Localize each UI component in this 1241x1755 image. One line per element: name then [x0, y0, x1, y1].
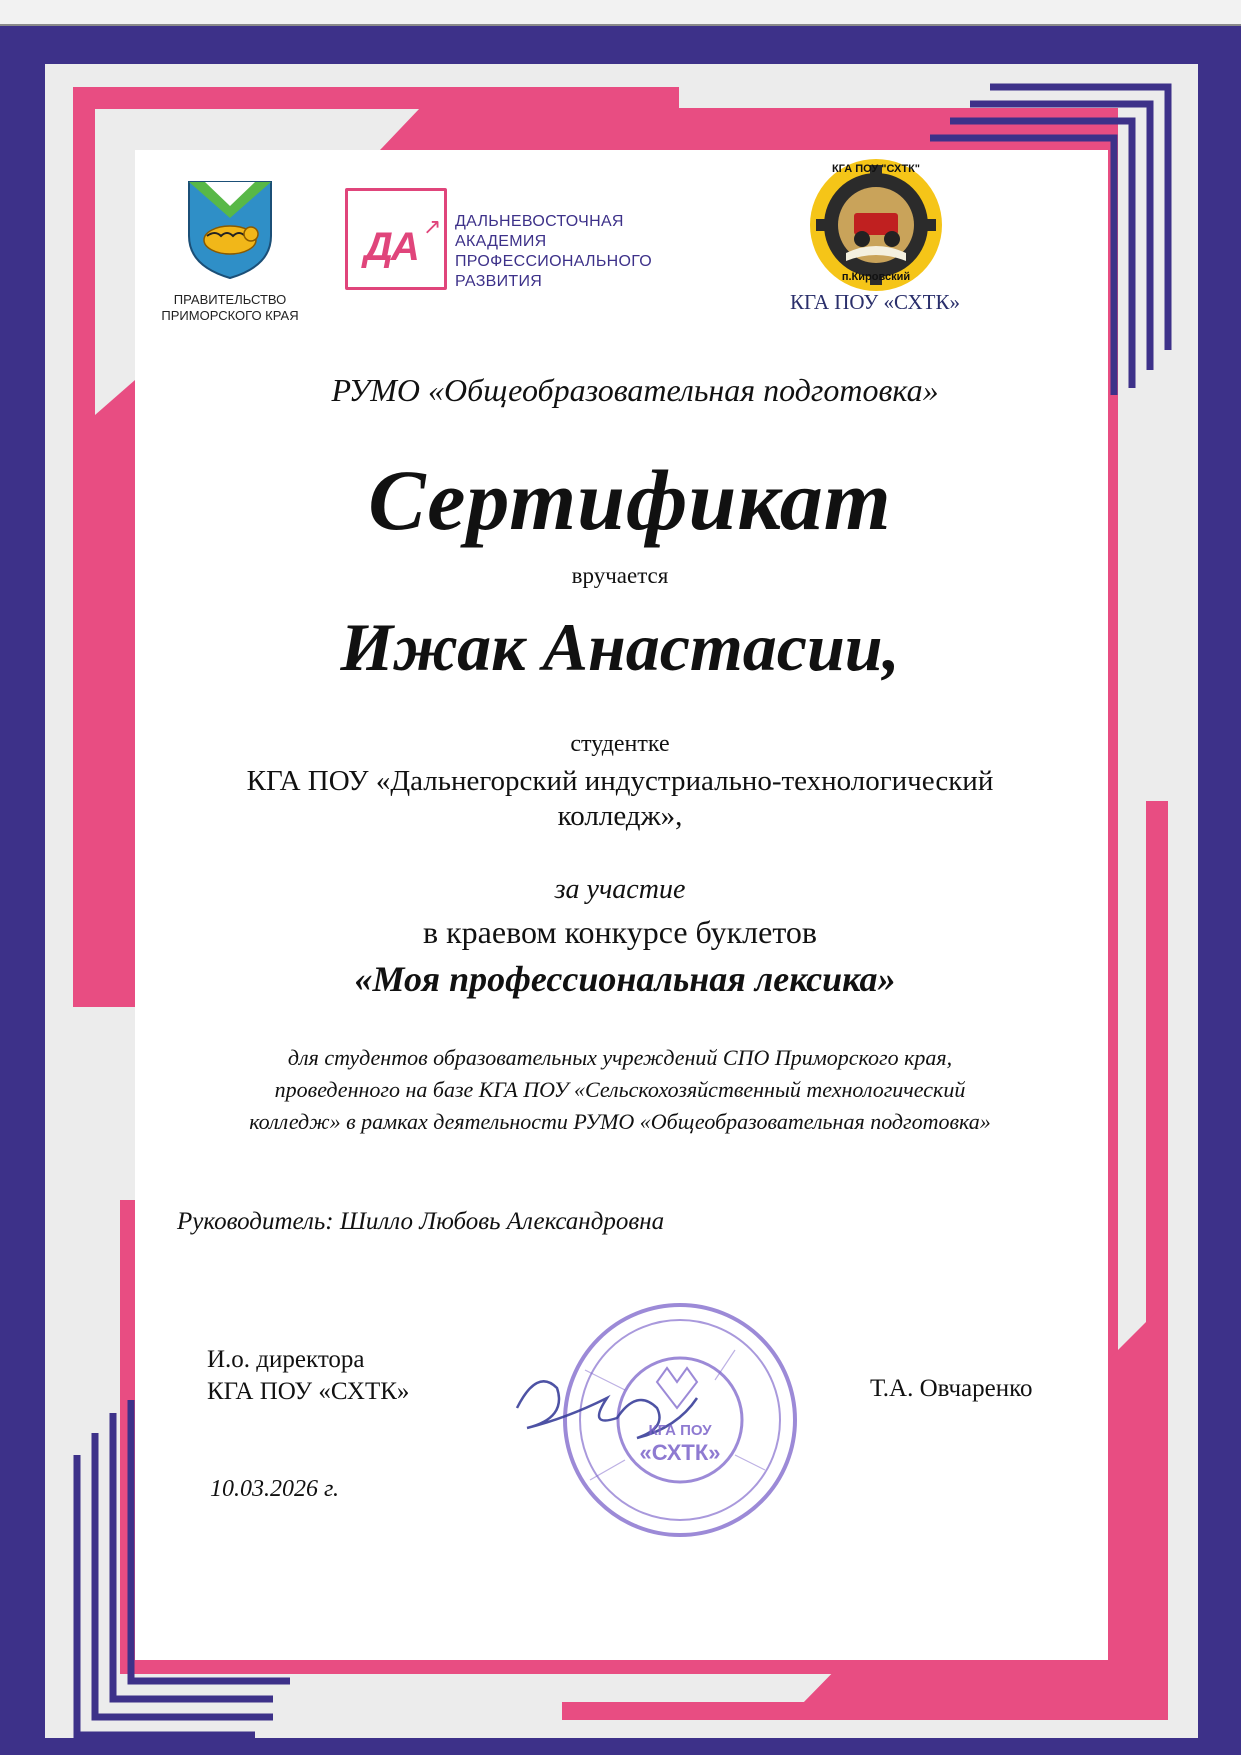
stamp-line2: «СХТК»: [639, 1440, 721, 1465]
institution-line2: колледж»,: [557, 800, 683, 832]
college-emblem: [806, 155, 946, 295]
description-line2: проведенного на базе КГА ПОУ «Сельскохозяйственный технологический: [274, 1077, 966, 1102]
academy-line4: РАЗВИТИЯ: [455, 273, 543, 290]
academy-name: [455, 212, 685, 292]
awarded-text: вручается: [571, 563, 669, 588]
contest-name: «Моя профессиональная лексика»: [354, 959, 896, 999]
supervisor-line: Руководитель: Шилло Любовь Александровна: [177, 1208, 665, 1235]
official-stamp: [505, 1290, 815, 1550]
certificate-title: Сертификат: [368, 452, 892, 548]
description-line3: колледж» в рамках деятельности РУМО «Общеобразовательная подготовка»: [249, 1109, 991, 1134]
academy-line2: АКАДЕМИЯ: [455, 233, 547, 250]
position-line1: И.о. директора: [207, 1346, 365, 1373]
coat-of-arms-icon: [185, 178, 275, 282]
college-caption: КГА ПОУ «СХТК»: [789, 290, 960, 314]
government-caption: [150, 292, 310, 324]
recipient-role: студентке: [570, 731, 670, 757]
emblem-top-text: КГА ПОУ "СХТК": [831, 163, 921, 175]
gov-caption-line2: ПРИМОРСКОГО КРАЯ: [161, 308, 299, 323]
academy-line1: ДАЛЬНЕВОСТОЧНАЯ: [455, 213, 624, 230]
academy-arrow-icon: ↗: [423, 215, 442, 240]
stamp-line1: КГА ПОУ: [648, 1422, 712, 1439]
academy-line3: ПРОФЕССИОНАЛЬНОГО: [455, 253, 653, 270]
academy-logo-frame: [345, 188, 447, 290]
institution-line1: КГА ПОУ «Дальнегорский индустриально-технологический: [246, 765, 994, 797]
position-line2: КГА ПОУ «СХТК»: [207, 1378, 410, 1405]
academy-logo-mark: ДА: [364, 225, 418, 269]
gov-caption-line1: ПРАВИТЕЛЬСТВО: [173, 292, 287, 307]
emblem-bottom-text: п.Кировский: [841, 271, 911, 283]
recipient-name: Ижак Анастасии,: [340, 609, 900, 685]
recipient-institution: [150, 764, 1090, 834]
contest-line: в краевом конкурсе буклетов: [423, 914, 817, 950]
issue-date: 10.03.2026 г.: [210, 1476, 340, 1502]
primorsky-coat-of-arms: [185, 178, 275, 282]
rumo-title: РУМО «Общеобразовательная подготовка»: [331, 372, 939, 408]
participation-text: за участие: [554, 874, 686, 905]
stamp-center-text: [635, 1420, 725, 1464]
contest-description: [150, 1042, 1090, 1138]
director-position: [207, 1344, 507, 1408]
description-line1: для студентов образовательных учреждений СПО Приморского края,: [287, 1045, 953, 1070]
signer-name: Т.А. Овчаренко: [870, 1375, 1033, 1402]
